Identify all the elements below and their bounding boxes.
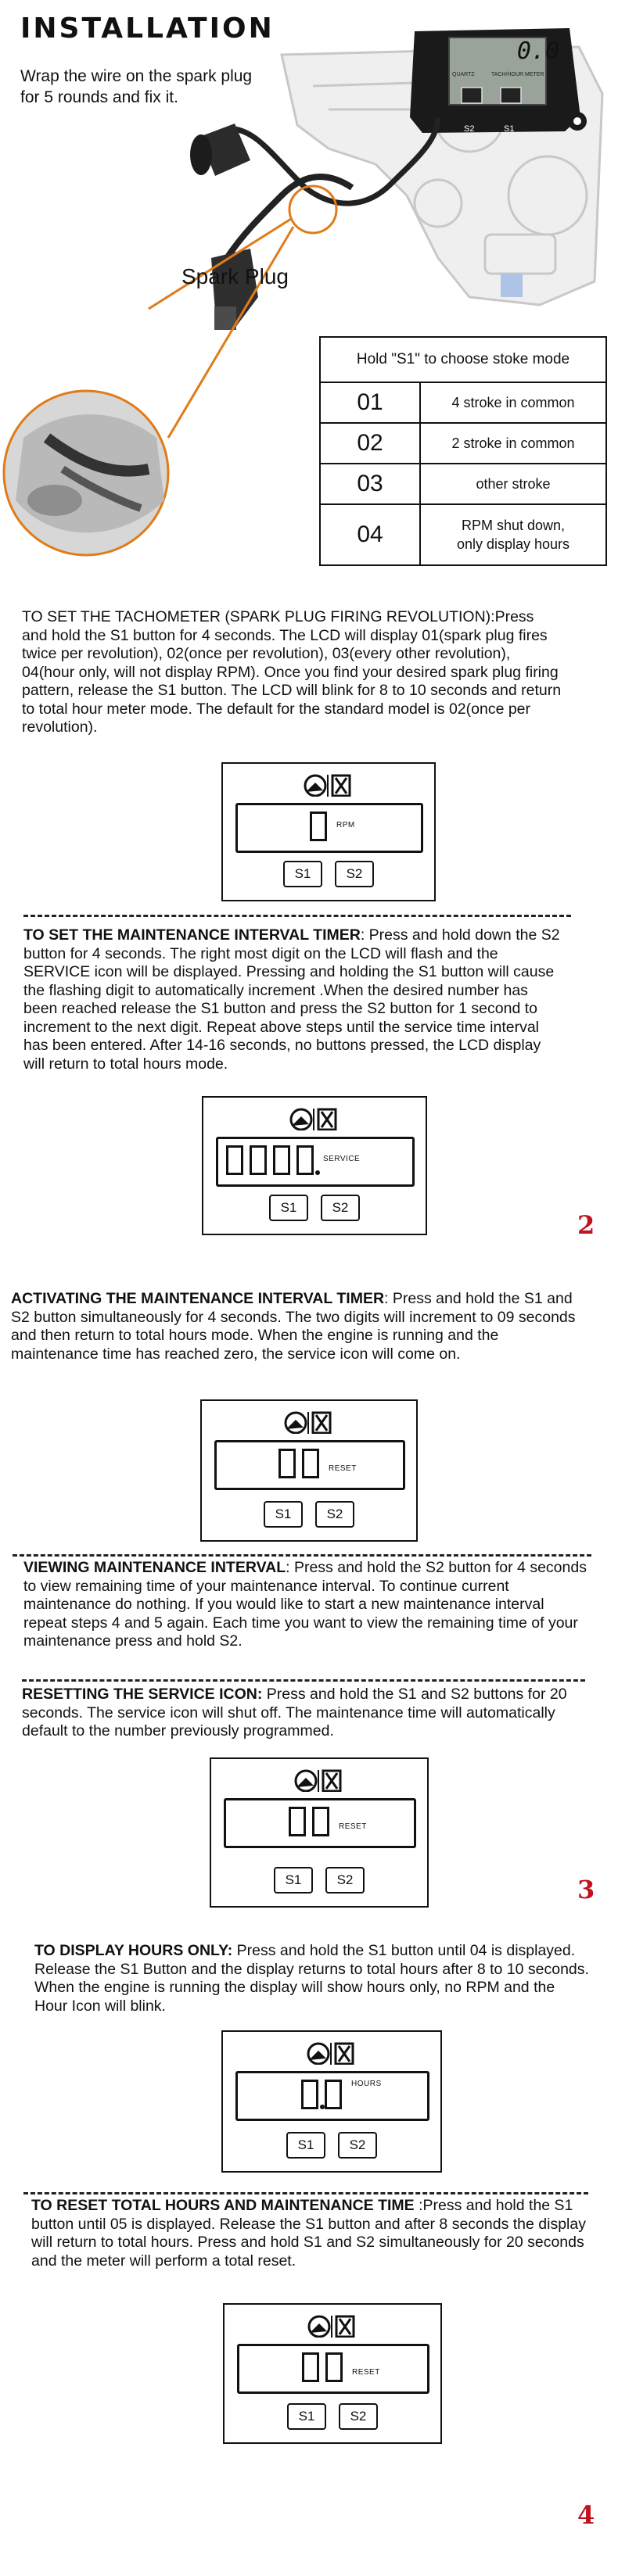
total-reset-instructions bbox=[31, 2197, 588, 2270]
lcd-label: HOURS bbox=[351, 2080, 382, 2088]
stroke-code: 01 bbox=[320, 382, 420, 423]
stroke-desc: RPM shut down, only display hours bbox=[420, 504, 606, 565]
s1-button[interactable]: S1 bbox=[269, 1195, 308, 1221]
table-row bbox=[320, 382, 606, 423]
tach-lcd-diagram bbox=[221, 762, 436, 901]
engine-hourglass-icon bbox=[292, 1767, 347, 1792]
stroke-desc: other stroke bbox=[420, 464, 606, 504]
engine-hourglass-icon bbox=[287, 1105, 342, 1130]
table-row bbox=[320, 504, 606, 565]
spark-plug-label: Spark Plug bbox=[181, 264, 289, 288]
stroke-desc: 4 stroke in common bbox=[420, 382, 606, 423]
interval-instructions bbox=[23, 926, 563, 1073]
page-number: 3 bbox=[577, 1875, 595, 1904]
engine-hourglass-icon bbox=[305, 2313, 360, 2338]
lcd-screen bbox=[235, 803, 423, 853]
total-reset-body: :Press and hold the S1 button until 05 is displayed. Release the S1 button and after 8 seconds the display will return to total hours. Press and hold S1 and S2 simultaneously for 20 seconds and the meter will perform a total reset. bbox=[31, 2197, 586, 2270]
s2-button[interactable]: S2 bbox=[321, 1195, 360, 1221]
table-row bbox=[320, 423, 606, 464]
engine-hourglass-icon bbox=[301, 772, 356, 797]
lcd-decimal-point bbox=[315, 1170, 320, 1175]
lcd-screen bbox=[237, 2344, 429, 2394]
interval-body: : Press and hold down the S2 button for 4 seconds. The right most digit on the LCD will flash and the SERVICE icon will be displayed. Pressing and holding the S1 button will cause the flashing digit to automatically increment .When the desired number has been reached release the S1 button and press the S2 button for 1 second to increment to the next digit. Repeat above steps until the service time interval has been entered. After 14-16 seconds, no buttons pressed, the LCD display will return to total hours mode. bbox=[23, 926, 560, 1073]
lcd-digit bbox=[296, 1145, 314, 1175]
s2-button[interactable]: S2 bbox=[338, 2132, 377, 2159]
section-divider bbox=[13, 1554, 591, 1557]
s2-button[interactable]: S2 bbox=[315, 1501, 354, 1528]
lcd-digit bbox=[325, 2352, 343, 2382]
lcd-label: RESET bbox=[352, 2368, 380, 2377]
s1-button[interactable]: S1 bbox=[287, 2403, 326, 2430]
lcd-digit bbox=[301, 2080, 318, 2109]
lcd-digit bbox=[273, 1145, 290, 1175]
resetting-body: Press and hold the S1 and S2 buttons for 20 seconds. The service icon will shut off. The maintenance time will automatically default to the number previously programmed. bbox=[22, 1686, 567, 1739]
page-number: 2 bbox=[577, 1210, 595, 1240]
viewing-title: VIEWING MAINTENANCE INTERVAL bbox=[23, 1559, 286, 1576]
hours-instructions bbox=[34, 1942, 590, 2015]
lcd-digit bbox=[302, 1449, 319, 1478]
stroke-table-header: Hold "S1" to choose stoke mode bbox=[320, 337, 606, 382]
s2-button[interactable]: S2 bbox=[335, 861, 374, 887]
resetting-instructions bbox=[22, 1686, 585, 1741]
page-number: 4 bbox=[577, 2500, 595, 2530]
total-reset-title: TO RESET TOTAL HOURS AND MAINTENANCE TIME bbox=[31, 2197, 415, 2214]
section-divider bbox=[23, 2192, 588, 2194]
hours-title: TO DISPLAY HOURS ONLY: bbox=[34, 1942, 233, 1959]
lcd-label: SERVICE bbox=[323, 1155, 361, 1163]
lcd-digit bbox=[289, 1807, 306, 1836]
s2-button[interactable]: S2 bbox=[339, 2403, 378, 2430]
section-divider bbox=[23, 915, 571, 917]
resetting-title: RESETTING THE SERVICE ICON: bbox=[22, 1686, 263, 1703]
lcd-digit bbox=[278, 1449, 296, 1478]
table-row bbox=[320, 464, 606, 504]
lcd-screen bbox=[235, 2071, 429, 2121]
lcd-label: RESET bbox=[329, 1464, 357, 1473]
section-divider bbox=[22, 1679, 585, 1682]
stroke-code: 04 bbox=[320, 504, 420, 565]
lcd-screen bbox=[224, 1798, 416, 1848]
lcd-digit bbox=[226, 1145, 243, 1175]
viewing-body: : Press and hold the S2 button for 4 seconds to view remaining time of your maintenance interval. To continue current maintenance do nothing. If you would like to start a new maintenance interval repeat steps 4 and 5 again. Each time you want to view the remaining time of your maintenance press and hold S2. bbox=[23, 1559, 587, 1650]
stroke-code: 03 bbox=[320, 464, 420, 504]
lcd-screen bbox=[214, 1440, 405, 1490]
lcd-screen bbox=[216, 1137, 415, 1187]
meter-brand-right: TACH/HOUR METER bbox=[491, 72, 544, 77]
stroke-mode-table bbox=[319, 336, 607, 566]
viewing-instructions bbox=[23, 1559, 587, 1651]
s2-button[interactable]: S2 bbox=[325, 1867, 365, 1893]
lcd-digit bbox=[312, 1807, 329, 1836]
engine-hourglass-icon bbox=[304, 2040, 359, 2065]
stroke-desc: 2 stroke in common bbox=[420, 423, 606, 464]
interval-title: TO SET THE MAINTENANCE INTERVAL TIMER bbox=[23, 926, 361, 944]
activating-body: : Press and hold the S1 and S2 button simultaneously for 4 seconds. The two digits will increment to 09 seconds and then return to total hours mode. When the engine is running and the maintenance time has reached zero, the service icon will come on. bbox=[11, 1290, 576, 1363]
s1-button[interactable]: S1 bbox=[274, 1867, 313, 1893]
lcd-label: RPM bbox=[336, 821, 355, 829]
activating-instructions bbox=[11, 1290, 586, 1363]
interval-lcd-diagram bbox=[202, 1096, 427, 1235]
meter-s1-label: S1 bbox=[504, 124, 515, 134]
meter-s2-label: S2 bbox=[464, 124, 475, 134]
resetting-lcd-diagram bbox=[210, 1757, 429, 1908]
hours-lcd-diagram bbox=[221, 2030, 442, 2173]
lcd-digit bbox=[310, 811, 327, 841]
installation-subtitle: Wrap the wire on the spark plug for 5 rounds and fix it. bbox=[20, 67, 253, 106]
lcd-decimal-point bbox=[320, 2105, 325, 2109]
s1-button[interactable]: S1 bbox=[283, 861, 322, 887]
meter-face bbox=[429, 38, 593, 65]
engine-hourglass-icon bbox=[282, 1409, 336, 1434]
stroke-code: 02 bbox=[320, 423, 420, 464]
activating-lcd-diagram bbox=[200, 1399, 418, 1542]
activating-title: ACTIVATING THE MAINTENANCE INTERVAL TIMER bbox=[11, 1290, 385, 1307]
installation-title: INSTALLATION bbox=[20, 13, 275, 45]
tach-instructions: TO SET THE TACHOMETER (SPARK PLUG FIRING REVOLUTION):Press and hold the S1 button for 4 seconds. The LCD will display 01(spark plug fires twice per revolution), 02(once per revolution), 03(every other revolution), 04(hour only, will not display RPM). Once you find your desired spark plug firing pattern, release the S1 button. The LCD will blink for 8 to 10 seconds and return to total hour meter mode. The default for the standard model is 02(once per revolution). bbox=[22, 608, 562, 736]
s1-button[interactable]: S1 bbox=[264, 1501, 303, 1528]
spark-plug-photo bbox=[4, 391, 168, 555]
lcd-digit bbox=[250, 1145, 267, 1175]
engine-filter bbox=[501, 274, 523, 297]
lcd-digit bbox=[302, 2352, 319, 2382]
total-reset-lcd-diagram bbox=[223, 2303, 442, 2444]
meter-reading: 0.0 bbox=[516, 38, 560, 65]
meter-brand-left: QUARTZ bbox=[452, 72, 475, 77]
lcd-digit bbox=[325, 2080, 342, 2109]
lcd-label: RESET bbox=[339, 1822, 367, 1831]
s1-button[interactable]: S1 bbox=[286, 2132, 325, 2159]
hours-body: Press and hold the S1 button until 04 is displayed. Release the S1 Button and the display returns to total hours after 8 to 10 seconds. When the engine is running the display will show hours only, no RPM and the Hour Icon will blink. bbox=[34, 1942, 589, 2015]
